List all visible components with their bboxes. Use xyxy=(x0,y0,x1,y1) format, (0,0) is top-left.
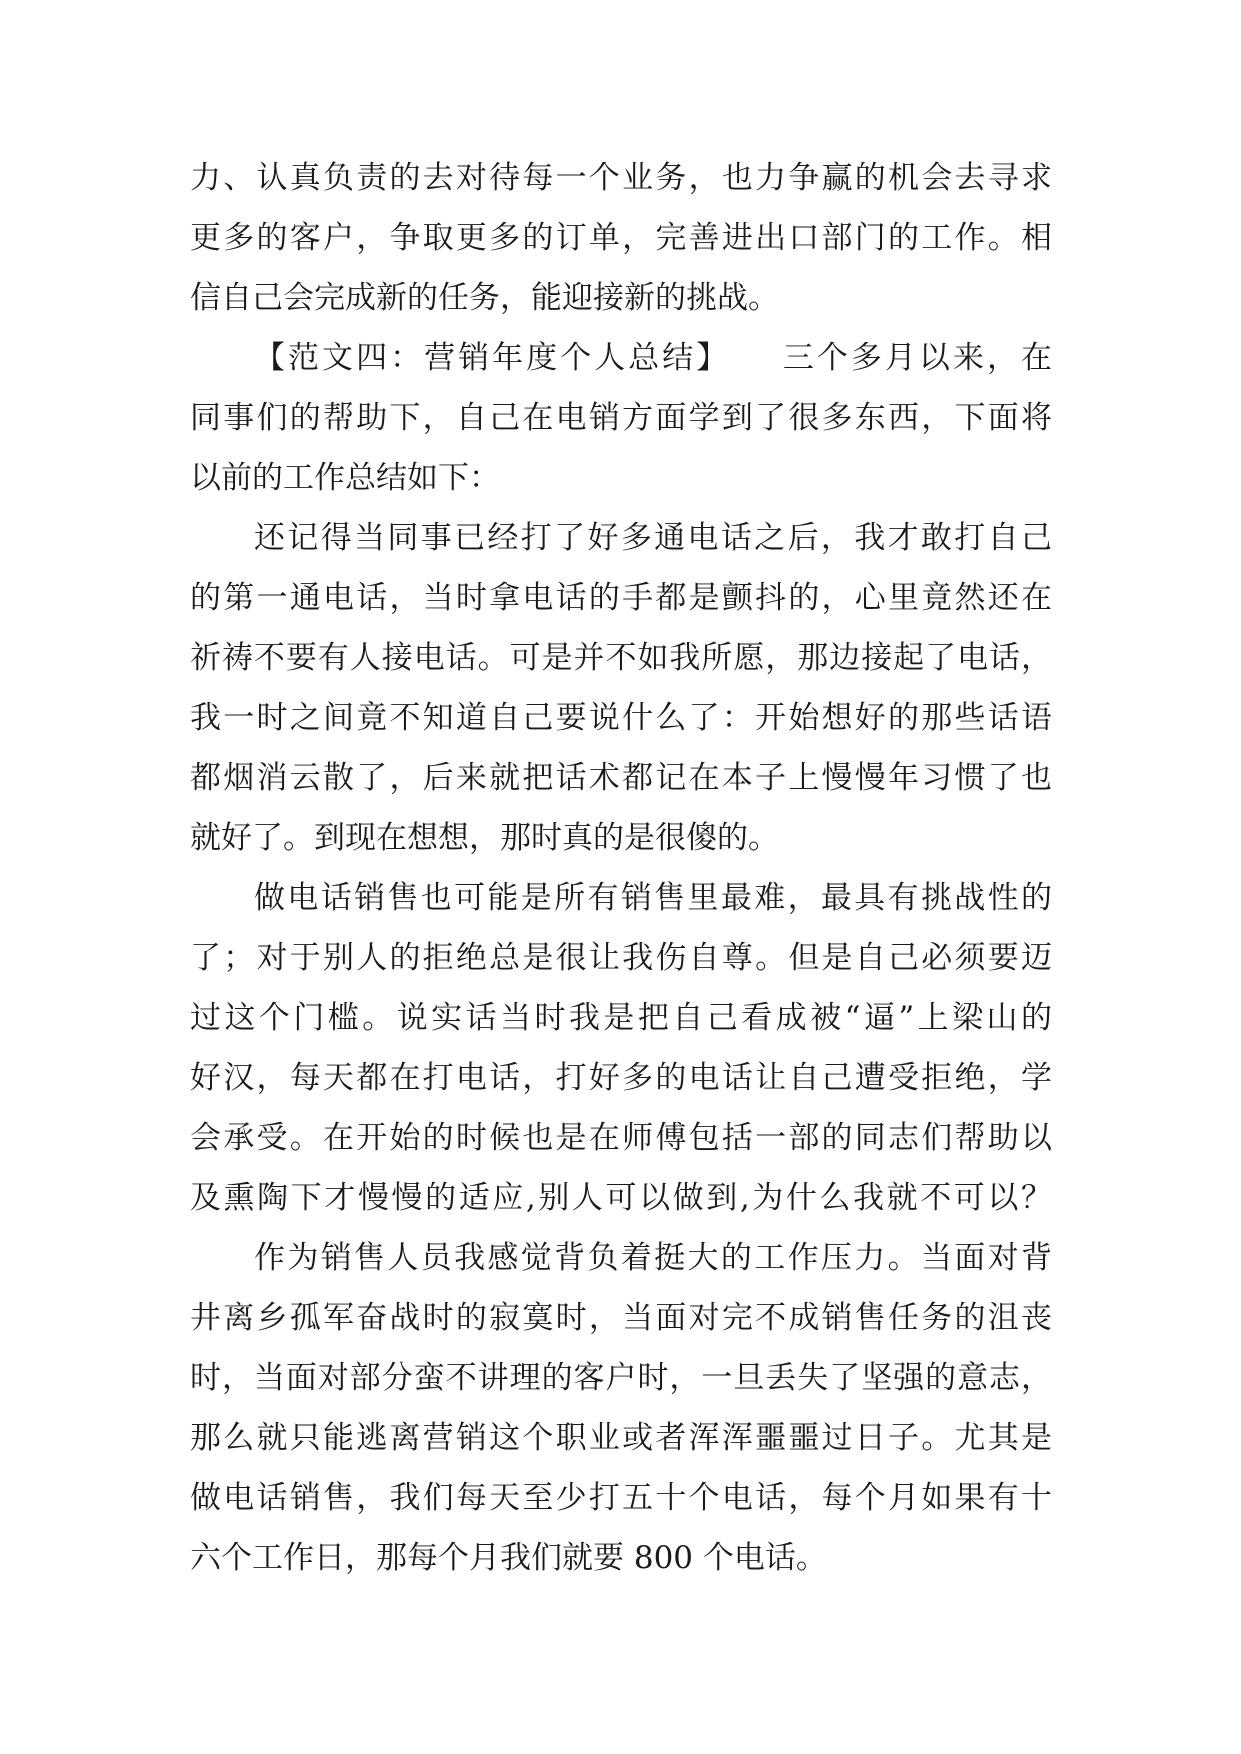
text-line: 同事们的帮助下，自己在电销方面学到了很多东西，下面将 xyxy=(190,400,1052,436)
text-line: 都烟消云散了，后来就把话术都记在本子上慢慢年习惯了也 xyxy=(190,760,1052,796)
text-line: 做电话销售，我们每天至少打五十个电话，每个月如果有十 xyxy=(190,1480,1052,1516)
text-line: 过这个门槛。说实话当时我是把自己看成被“逼”上梁山的 xyxy=(190,1000,1052,1036)
text-line: 六个工作日，那每个月我们就要 800 个电话。 xyxy=(190,1540,827,1576)
text-line: 及熏陶下才慢慢的适应,别人可以做到,为什么我就不可以？ xyxy=(190,1180,1052,1216)
text-line: 会承受。在开始的时候也是在师傅包括一部的同志们帮助以 xyxy=(190,1120,1052,1156)
text-line: 力、认真负责的去对待每一个业务，也力争赢的机会去寻求 xyxy=(190,160,1052,196)
text-line: 作为销售人员我感觉背负着挺大的工作压力。当面对背 xyxy=(254,1240,1052,1276)
text-line: 祈祷不要有人接电话。可是并不如我所愿，那边接起了电话， xyxy=(190,640,1052,676)
text-line: 了；对于别人的拒绝总是很让我伤自尊。但是自己必须要迈 xyxy=(190,940,1052,976)
section-heading-line: 【范文四：营销年度个人总结】 三个多月以来，在 xyxy=(254,340,1052,376)
text-line: 就好了。到现在想想，那时真的是很傻的。 xyxy=(190,820,779,856)
text-line: 更多的客户，争取更多的订单，完善进出口部门的工作。相 xyxy=(190,220,1052,256)
text-line: 那么就只能逃离营销这个职业或者浑浑噩噩过日子。尤其是 xyxy=(190,1420,1052,1456)
text-line: 的第一通电话，当时拿电话的手都是颤抖的，心里竟然还在 xyxy=(190,580,1052,616)
text-line: 井离乡孤军奋战时的寂寞时，当面对完不成销售任务的沮丧 xyxy=(190,1300,1052,1336)
text-line: 做电话销售也可能是所有销售里最难，最具有挑战性的 xyxy=(254,880,1052,916)
text-line: 信自己会完成新的任务，能迎接新的挑战。 xyxy=(190,280,779,316)
text-line: 以前的工作总结如下： xyxy=(190,460,500,496)
text-line: 好汉，每天都在打电话，打好多的电话让自己遭受拒绝，学 xyxy=(190,1060,1052,1096)
text-line: 我一时之间竟不知道自己要说什么了：开始想好的那些话语 xyxy=(190,700,1052,736)
text-line: 时，当面对部分蛮不讲理的客户时，一旦丢失了坚强的意志， xyxy=(190,1360,1052,1396)
document-body xyxy=(190,148,1052,1588)
text-line: 还记得当同事已经打了好多通电话之后，我才敢打自己 xyxy=(254,520,1052,556)
